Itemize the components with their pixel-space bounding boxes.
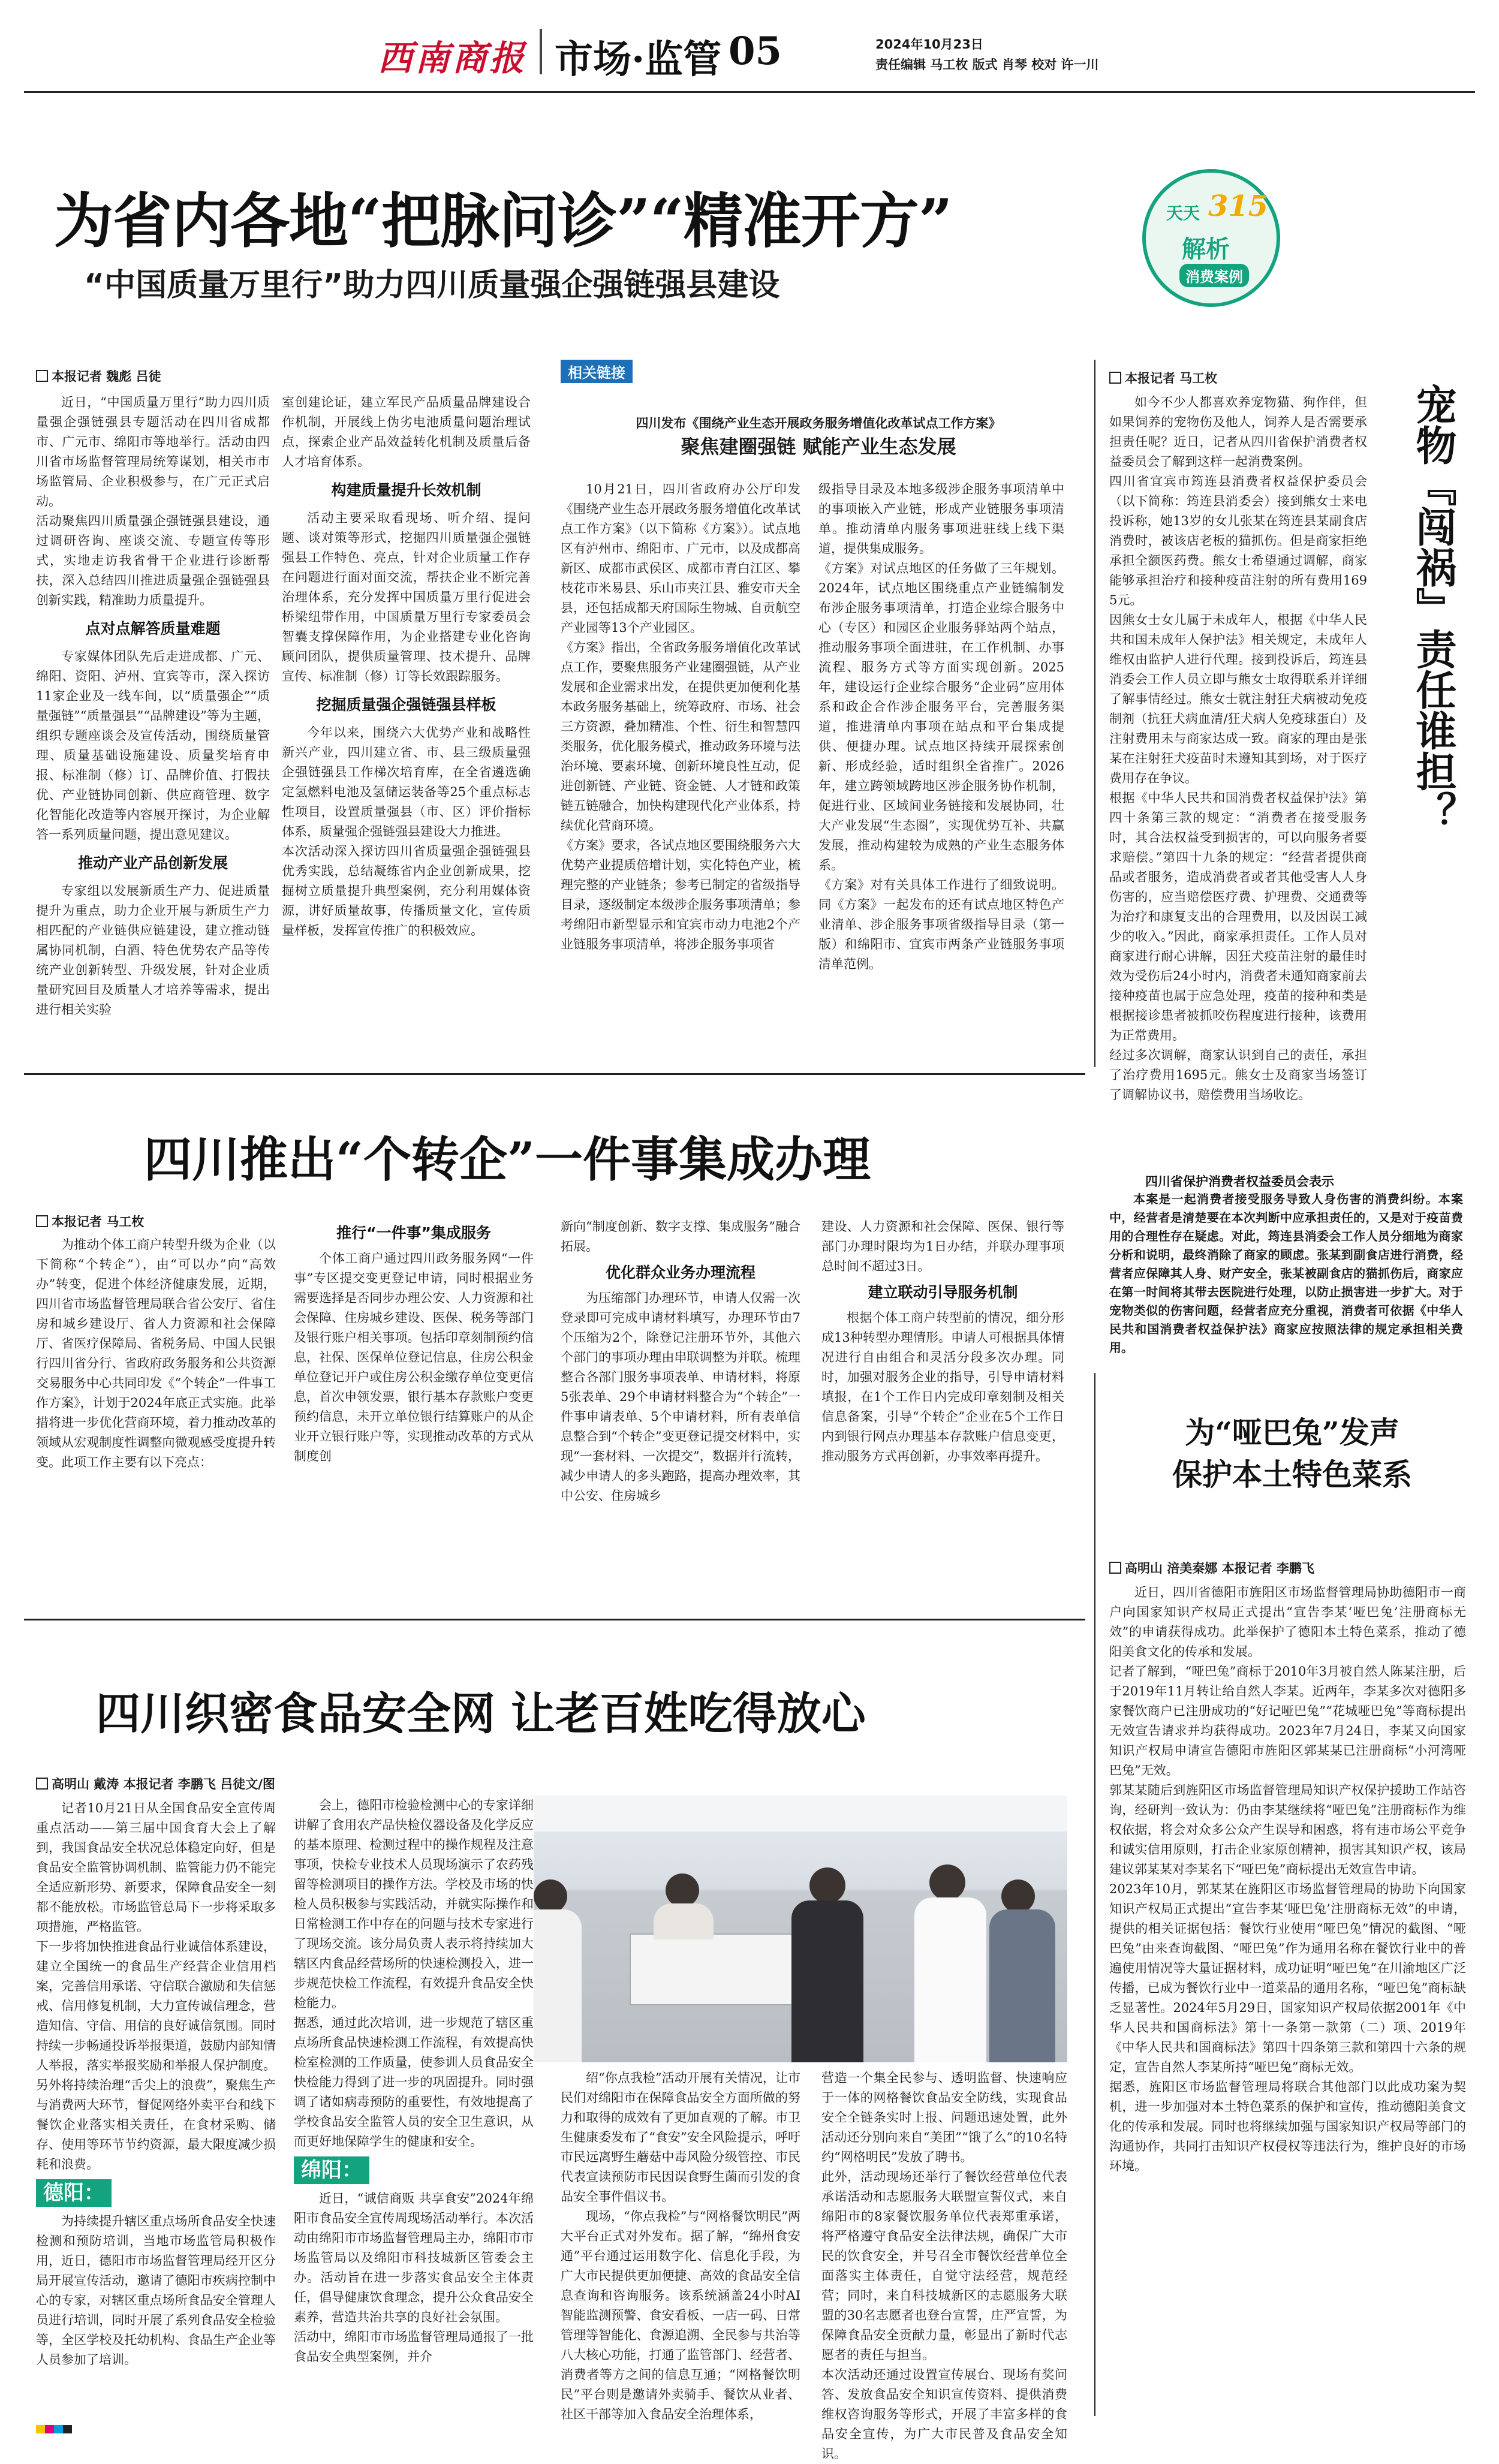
one-byline: 本报记者 马工枚 (36, 1212, 144, 1230)
pet-headline: 宠物『闯祸』责任谁担？ (1409, 384, 1457, 832)
section-rule-2 (24, 1619, 1085, 1620)
pet-byline: 本报记者 马工枚 (1109, 369, 1217, 387)
food-col2-body: 会上，德阳市检验检测中心的专家详细讲解了食用农产品快检仪器设备及化学反应的基本原理、检测过程中的操作规程及注意事项，快检专业技术人员现场演示了农药残留等检测项目的操作方法。学校及市场的快检人员积极参与实践活动，并就实际操作和日常检测工作中存在的问题与技术专家进行了现场交流。该分局负责人表示将持续加大辖区内食品经营场所的快速检测投入，进一步规范快检工作流程，有效提升食品安全快检能力。 据悉，通过此次培训，进一步规范了辖区重点场所食品快速检测工作流程，有效提高快检室检测的工作质量，使参训人员食品安全快检能力得到了进一步的巩固提升。同时强调了诸如病毒预防的重要性，有效地提高了学校食品安全监管人员的安全卫生意识，从而更好地保障学生的健康和安全。 绵阳： 近日，“诚信商贩 共享食安”2024年绵阳市食品安全宣传周现场活动举行。本次活动由绵阳市市场监督管理局主办，绵阳市市场监管局以及绵阳市科技城新区管委会主办。活动旨在进一步落实食品安全主体责任，倡导健康饮食理念，提升公众食品安全素养，营造共治共享的良好社会氛围。 活动中，绵阳市市场监督管理局通报了一批食品安全典型案例，并介 (294, 1796, 534, 2410)
one-col3: 新向“制度创新、数字支撑、集成服务”融合拓展。 优化群众业务办理流程 为压缩部门办理环节，申请人仅需一次登录即可完成申请材料填写，办理环节由7个压缩为2个，除登记注册环节外，其他六个部门的事项办理由串联调整为并联。梳理整合各部门服务事项表单、申请材料，将原5张表单、29个申请材料整合为“个转企”一件事申请表单、5个申请材料，所有表单信息整合到“个转企”变更登记提交材料中，实现“一套材料、一次提交”，数据并行流转，减少申请人的多头跑路，提高办理效率，其中公安、住房城乡 (561, 1219, 800, 1503)
rabbit-headline-2: 保护本土特色菜系 (1172, 1457, 1412, 1492)
one-col1: 为推动个体工商户转型升级为企业（以下简称“个转企”），由“可以办”向“高效办”转变，促进个体经济健康发展，近期，四川省市场监督管理局联合省公安厅、省住房和城乡建设厅、省人力资源和社会保障厅、省医疗保障局、省税务局、中国人民银行四川省分行、省政府政务服务和公共资源交易服务中心共同印发《“个转企”一件事工作方案》，计划于2024年底正式实施。此举措将进一步优化营商环境，着力推动改革的领域从宏观制度性调整向微观感受度提升转变。此项工作主要有以下亮点： (36, 1237, 276, 1469)
sidebar-col1: 10月21日，四川省政府办公厅印发《围绕产业生态开展政务服务增值化改革试点工作方案》（以下简称《方案》）。试点地区有泸州市、绵阳市、广元市，以及成都高新区、成都市武侯区、成都市青白江区、攀枝花市米易县、乐山市夹江县、雅安市天全县，还包括成都天府国际生物城、自贡航空产业园等13个产业园区。 《方案》指出，全省政务服务增值化改革试点工作，要聚焦服务产业建圈强链，从产业发展和企业需求出发，在提供更加便利化基本政务服务基础上，统筹政府、市场、社会三方资源，叠加精准、个性、衍生和智慧四类服务，优化服务模式，推动政务环境与法治环境、要素环境、创新环境良性互动，促进创新链、产业链、资金链、人才链和政策链五链融合，加快构建现代化产业体系，持续优化营商环境。 《方案》要求，各试点地区要围绕服务六大优势产业提质倍增计划，实化特色产业，梳理完整的产业链条；参考已制定的省级指导目录，逐级制定本级涉企服务事项清单；参考绵阳市新型显示和宜宾市动力电池2个产业链服务事项清单，将涉企服务事项省 (561, 482, 800, 951)
sidebar-col2: 级指导目录及本地多级涉企服务事项清单中的事项嵌入产业链，形成产业链服务事项清单。推动清单内服务事项进驻线上线下渠道，提供集成服务。 《方案》对试点地区的任务做了三年规划。2024年，试点地区围绕重点产业链编制发布涉企服务事项清单，打造企业综合服务中心（专区）和园区企业服务驿站两个站点，推动服务事项全面进驻，在工作机制、办事流程、服务方式等方面实现创新。2025年，建设运行企业综合服务“企业码”应用体系和政企合作涉企服务平台，完善服务渠道，推进清单内事项在站点和平台集成提供、便捷办理。试点地区持续开展探索创新、形成经验，适时组织全省推广。2026年，建立跨领域跨地区涉企服务协作机制，促进行业、区域间业务链接和发展协同，壮大产业发展“生态圈”，实现优势互补、共赢发展，推动构建较为成熟的产业生态服务体系。 《方案》对有关具体工作进行了细致说明。同《方案》一起发布的还有试点地区特色产业清单、涉企服务事项省级指导目录（第一版）和绵阳市、宜宾市两条产业链服务事项清单范例。 (818, 482, 1064, 971)
masthead (24, 6, 1475, 90)
main-subheadline: “中国质量万里行”助力四川质量强企强链强县建设 (84, 267, 780, 303)
food-col4: 营造一个集全民参与、透明监督、快速响应于一体的网格餐饮食品安全防线，实现食品安全全链条实时上报、问题迅速处置，此外活动还分别向来自“美团”“饿了么”的10名特约“网格明民”发放了聘书。 此外，活动现场还举行了餐饮经营单位代表承诺活动和志愿服务大联盟宣誓仪式，来自绵阳市的8家餐饮服务单位代表郑重承诺，将严格遵守食品安全法律法规，确保广大市民的饮食安全，并号召全市餐饮经营单位全面落实主体责任，自觉守法经营，规范经营；同时，来自科技城新区的志愿服务大联盟的30名志愿者也登台宣誓，庄严宣誓，为保障食品安全贡献力量，彰显出了新时代志愿者的责任与担当。 本次活动还通过设置宣传展台、现场有奖问答、发放食品安全知识宣传资料、提供消费维权咨询服务等形式，开展了丰富多样的食品安全宣传，为广大市民普及食品安全知识。 (821, 2071, 1067, 2461)
pet-body: 如今不少人都喜欢养宠物猫、狗作伴，但如果饲养的宠物伤及他人，饲养人是否需要承担责任呢？近日，记者从四川省保护消费者权益委员会了解到这样一起消费案例。 四川省宜宾市筠连县消费者权益保护委员会（以下简称：筠连县消委会）接到熊女士来电投诉称，她13岁的女儿张某在筠连县某副食店消费时，被该店老板的猫抓伤。但是商家拒绝承担全额医药费。熊女士希望通过调解，商家能够承担治疗和接种疫苗注射的所有费用1695元。 因熊女士女儿属于未成年人，根据《中华人民共和国未成年人保护法》相关规定，未成年人维权由监护人进行代理。接到投诉后，筠连县消委会工作人员立即与熊女士取得联系并详细了解事情经过。熊女士就注射狂犬病被动免疫制剂（抗狂犬病血清/狂犬病人免疫球蛋白）及注射费用未与商家达成一致。商家的理由是张某在注射狂犬疫苗时未遵知其到场，对于医疗费用存在争议。 根据《中华人民共和国消费者权益保护法》第四十条第三款的规定：“消费者在接受服务时，其合法权益受到损害的，可以向服务者要求赔偿。”第四十九条的规定：“经营者提供商品或者服务，造成消费者或者其他受害人人身伤害的，应当赔偿医疗费、护理费、交通费等为治疗和康复支出的合理费用，以及因误工减少的收入。”因此，商家承担责任。工作人员对商家进行耐心讲解，因狂犬疫苗注射的最佳时效为受伤后24小时内，消费者未通知商家前去接种疫苗也属于应急处理，疫苗的接种和类是根据接诊患者被抓咬伤程度进行接种，该费用为正常费用。 经过多次调解，商家认识到自己的责任，承担了治疗费用1695元。熊女士及商家当场签订了调解协议书，赔偿费用当场收讫。 (1109, 395, 1367, 1102)
related-link-label: 相关链接 (561, 360, 633, 383)
issue-date: 2024年10月23日 (875, 37, 983, 52)
one-headline: 四川推出“个转企”一件事集成办理 (144, 1131, 871, 1188)
color-bar (36, 2425, 72, 2433)
main-sub3: 构建质量提升长效机制 (331, 481, 481, 499)
one-col4: 建设、人力资源和社会保障、医保、银行等部门办理时限均为1日办结，并联办理事项总时间不超过3日。 建立联动引导服务机制 根据个体工商户转型前的情况，细分形成13种转型办理情形。申请人可根据具体情况进行自由组合和灵活分段多次办理。同时，加强对服务企业的指导，引导申请材料填报，在1个工作日内完成印章刻制及相关信息备案，引导“个转企”企业在5个工作日内到银行网点办理基本存款账户信息变更，推动服务方式再创新，办事效率再提升。 (821, 1219, 1064, 1463)
rabbit-byline: 高明山 涪美秦娜 本报记者 李鹏飞 (1109, 1559, 1314, 1577)
main-sub2: 推动产业产品创新发展 (77, 854, 228, 872)
main-byline: 本报记者 魏彪 吕徒 (36, 367, 161, 385)
food-col1: 记者10月21日从全国食品安全宣传周重点活动——第三届中国食育大会上了解到，我国食品安全状况总体稳定向好，但是食品安全监管协调机制、监管能力仍不能完全适应新形势、新要求，保障食品安全一刻都不能放松。市场监管总局下一步将采取多项措施，严格监管。 下一步将加快推进食品行业诚信体系建设，建立全国统一的食品生产经营企业信用档案，完善信用承诺、守信联合激励和失信惩戒、信用修复机制，大力宣传诚信理念，营造知信、守信、用信的良好诚信氛围。同时持续一步畅通投诉举报渠道，鼓励内部知情人举报，落实举报奖励和举报人保护制度。另外将持续治理“舌尖上的浪费”，聚焦生产与消费两大环节，督促网络外卖平台和线下餐饮企业落实相关责任，在食材采购、储存、使用等环节节约资源，最大限度减少损耗和浪费。 德阳： 为持续提升辖区重点场所食品安全快速检测和预防培训，当地市场监管局积极作用，近日，德阳市市场监督管理局经开区分局开展宣传活动，邀请了德阳市疾病控制中心的专家，对辖区重点场所食品安全管理人员进行培训，同时开展了系列食品安全检验等，全区学校及托幼机构、食品生产企业等人员参加了培训。 (36, 1801, 276, 2367)
food-byline: 高明山 戴涛 本报记者 李鹏飞 吕徒文/图 (36, 1775, 275, 1793)
page-number: 05 (729, 29, 782, 74)
section-rule-1 (24, 1073, 1085, 1075)
food-headline: 四川织密食品安全网 让老百姓吃得放心 (96, 1688, 866, 1740)
main-headline: 为省内各地“把脉问诊”“精准开方” (54, 186, 952, 256)
pet-comment-box: 四川省保护消费者权益委员会表示 本案是一起消费者接受服务导致人身伤害的消费纠纷。本案中，经营者是清楚要在本次判断中应承担责任的，又是对于疫苗费用的合理性存在疑虑。对此，筠连县消委会工作人员分细地为商家分析和说明，最终消除了商家的顾虑。张某到副食店进行消费，经营者应保障其人身、财产安全，张某被副食店的猫抓伤后，商家应在第一时间将其带去医院进行处理，以防止损害进一步扩大。对于宠物类似的伤害问题，经营者应充分重视，消费者可依据《中华人民共和国消费者权益保护法》商家应按照法律的规定承担相关费用。 (1109, 1174, 1463, 1355)
editor-credits: 责任编辑 马工枚 版式 肖琴 校对 许一川 (875, 58, 1099, 72)
header-rule (24, 91, 1475, 93)
mianyang-label: 绵阳： (294, 2156, 369, 2184)
newspaper-logo: 西南商报 (378, 38, 527, 79)
rabbit-box-left-rule (1094, 1373, 1095, 2416)
consumer-case-badge: 天天 315 解析 消费案例 (1142, 169, 1280, 307)
rabbit-headline-1: 为“哑巴兔”发声 (1185, 1415, 1399, 1450)
main-col2: 室创建论证，建立军民产品质量品牌建设合作机制，开展线上伪劣电池质量问题治理试点，探索企业产品效益转化机制及质量后备人才培育体系。 构建质量提升长效机制 活动主要采取看现场、听介绍、提问题、谈对策等形式，挖掘四川质量强企强链强县工作特色、亮点，针对企业质量工作存在问题进行面对面交流，帮扶企业不断完善治理体系，充分发挥中国质量万里行促进会桥梁纽带作用，中国质量万里行专家委员会智囊支撑保障作用，为企业搭建专业化咨询顾问团队，提供质量管理、技术提升、品牌宣传、标准制（修）订等长效跟踪服务。 挖掘质量强企强链强县样板 今年以来，围绕六大优势产业和战略性新兴产业，四川建立省、市、县三级质量强企强链强县工作梯次培育库，在全省遴选确定氢燃料电池及氢储运装备等25个重点标志性项目，设置质量强县（市、区）评价指标体系，质量强企强链强县建设大力推进。 本次活动深入探访四川省质量强企强链强县优秀实践，总结凝练省内企业创新成果，挖掘树立质量提升典型案例，充分利用媒体资源，讲好质量故事，传播质量文化，宣传质量样板，发挥宣传推广的积极效应。 (282, 395, 531, 938)
main-sub1: 点对点解答质量难题 (85, 620, 221, 637)
main-sub4: 挖掘质量强企强链强县样板 (316, 696, 496, 713)
sidebar-title: 四川发布《围绕产业生态开展政务服务增值化改革试点工作方案》 (636, 416, 1001, 430)
food-col3: 绍“你点我检”活动开展有关情况，让市民们对绵阳市在保障食品安全方面所做的努力和取得的成效有了更加直观的了解。市卫生健康委发布了“食安”安全风险提示，呼吁市民远离野生蘑菇中毒风险分级管控、市民代表宣读预防市民因误食野生菌而引发的食品安全事件倡议书。 现场，“你点我检”与“网格餐饮明民”两大平台正式对外发布。据了解，“绵州食安通”平台通过运用数字化、信息化手段，为广大市民提供更加便捷、高效的食品安全信息查询和咨询服务。该系统涵盖24小时AI智能监测预警、食安看板、一店一码、日常管理等智能化、食源追溯、全民参与共治等八大核心功能，打通了监管部门、经营者、消费者等方之间的信息互通；“网格餐饮明民”平台则是邀请外卖骑手、餐饮从业者、社区干部等加入食品安全治理体系， (561, 2071, 800, 2421)
pet-box-left-rule (1094, 360, 1095, 1067)
one-col2: 推行“一件事”集成服务 个体工商户通过四川政务服务网“一件事”专区提交变更登记申请，同时根据业务需要选择是否同步办理公安、人力资源和社会保障、住房城乡建设、医保、税务等部门及银行账户相关事项。包括印章刻制预约信息，社保、医保单位登记信息，住房公积金单位登记开户或住房公积金缴存单位变更信息，首次申领发票，银行基本存款账户变更预约信息，未开立单位银行结算账户的从企业开立银行账户等，实现推动改革的方式从制度创 (294, 1224, 534, 1463)
rabbit-body: 近日，四川省德阳市旌阳区市场监督管理局协助德阳市一商户向国家知识产权局正式提出“宣告李某‘哑巴兔’注册商标无效”的申请获得成功。此举保护了德阳本土特色菜系，推动了德阳美食文化的传承和发展。 记者了解到，“哑巴兔”商标于2010年3月被自然人陈某注册，后于2019年11月转让给自然人李某。近两年，李某多次对德阳多家餐饮商户已注册成功的“好记哑巴兔”“花城哑巴兔”等商标提出无效宣告请求并均获得成功。2023年7月24日，李某又向国家知识产权局申请宣告德阳市旌阳区郭某某已注册商标“小河湾哑巴兔”无效。 郭某某随后到旌阳区市场监督管理局知识产权保护援助工作站咨询，经研判一致认为：仍由李某继续将“哑巴兔”注册商标作为维权依据，将会对众多公众产生误导和困惑，将有违市场公平竞争和诚实信用原则，打击企业家原创精神，损害其知识产权，该局建议郭某某对李某名下“哑巴兔”商标提出无效宣告申请。 2023年10月，郭某某在旌阳区市场监督管理局的协助下向国家知识产权局正式提出“宣告李某‘哑巴兔’注册商标无效”的申请，提供的相关证据包括：餐饮行业使用“哑巴兔”情况的截图、“哑巴兔”由来查询截图、“哑巴兔”作为通用名称在餐饮行业中的普遍使用情况等大量证据材料，成功证明“哑巴兔”在川渝地区广泛传播，已成为餐饮行业中一道菜品的通用名称，“哑巴兔”商标缺乏显著性。2024年5月29日，国家知识产权局依据2001年《中华人民共和国商标法》第十一条第一款第（二）项、2019年《中华人民共和国商标法》第四十四条第三款和第四十六条的规定，宣告自然人李某所持“哑巴兔”商标无效。 据悉，旌阳区市场监督管理局将联合其他部门以此成功案为契机，进一步加强对本土特色菜系的保护和宣传，推动德阳美食文化的传承和发展。同时也将继续加强与国家知识产权局等部门的沟通协作，共同打击知识产权侵权等违法行为，维护良好的市场环境。 (1109, 1585, 1466, 2173)
deyang-label: 德阳： (36, 2179, 112, 2207)
logo-divider (540, 29, 542, 74)
sidebar-headline: 聚焦建圈强链 赋能产业生态发展 (681, 435, 956, 458)
section-name: 市场·监管 (555, 37, 722, 82)
main-col1: 近日，“中国质量万里行”助力四川质量强企强链强县专题活动在四川省成都市、广元市、绵阳市等地举行。活动由四川省市场监督管理局统筹谋划，相关市市场监管局、企业积极参与，在广元正式启动。 活动聚焦四川质量强企强链强县建设，通过调研咨询、座谈交流、专题宣传等形式，实地走访我省骨干企业进行诊断帮扶，深入总结四川推进质量强企强链强县创新实践，精准助力质量提升。 点对点解答质量难题 专家媒体团队先后走进成都、广元、绵阳、资阳、泸州、宜宾等市，深入探访11家企业及一线车间，以“质量强企”“质量强链”“质量强县”“品牌建设”等为主题，组织专题座谈会及宣传活动，围绕质量管理、质量基础设施建设、质量奖培育申报、标准制（修）订、品牌价值、打假扶优、产业链协同创新、供应商管理、数字化智能化改造等内容展开探讨，为企业解答一系列质量问题，提出意见建议。 推动产业产品创新发展 专家组以发展新质生产力、促进质量提升为重点，助力企业开展与新质生产力相匹配的产业链供应链建设，建立推动链属协同机制，白酒、特色优势农产品等传统产业创新转型、升级发展，针对企业质量研究回目及质量人才培养等需求，提出进行相关实验 (36, 395, 270, 1017)
